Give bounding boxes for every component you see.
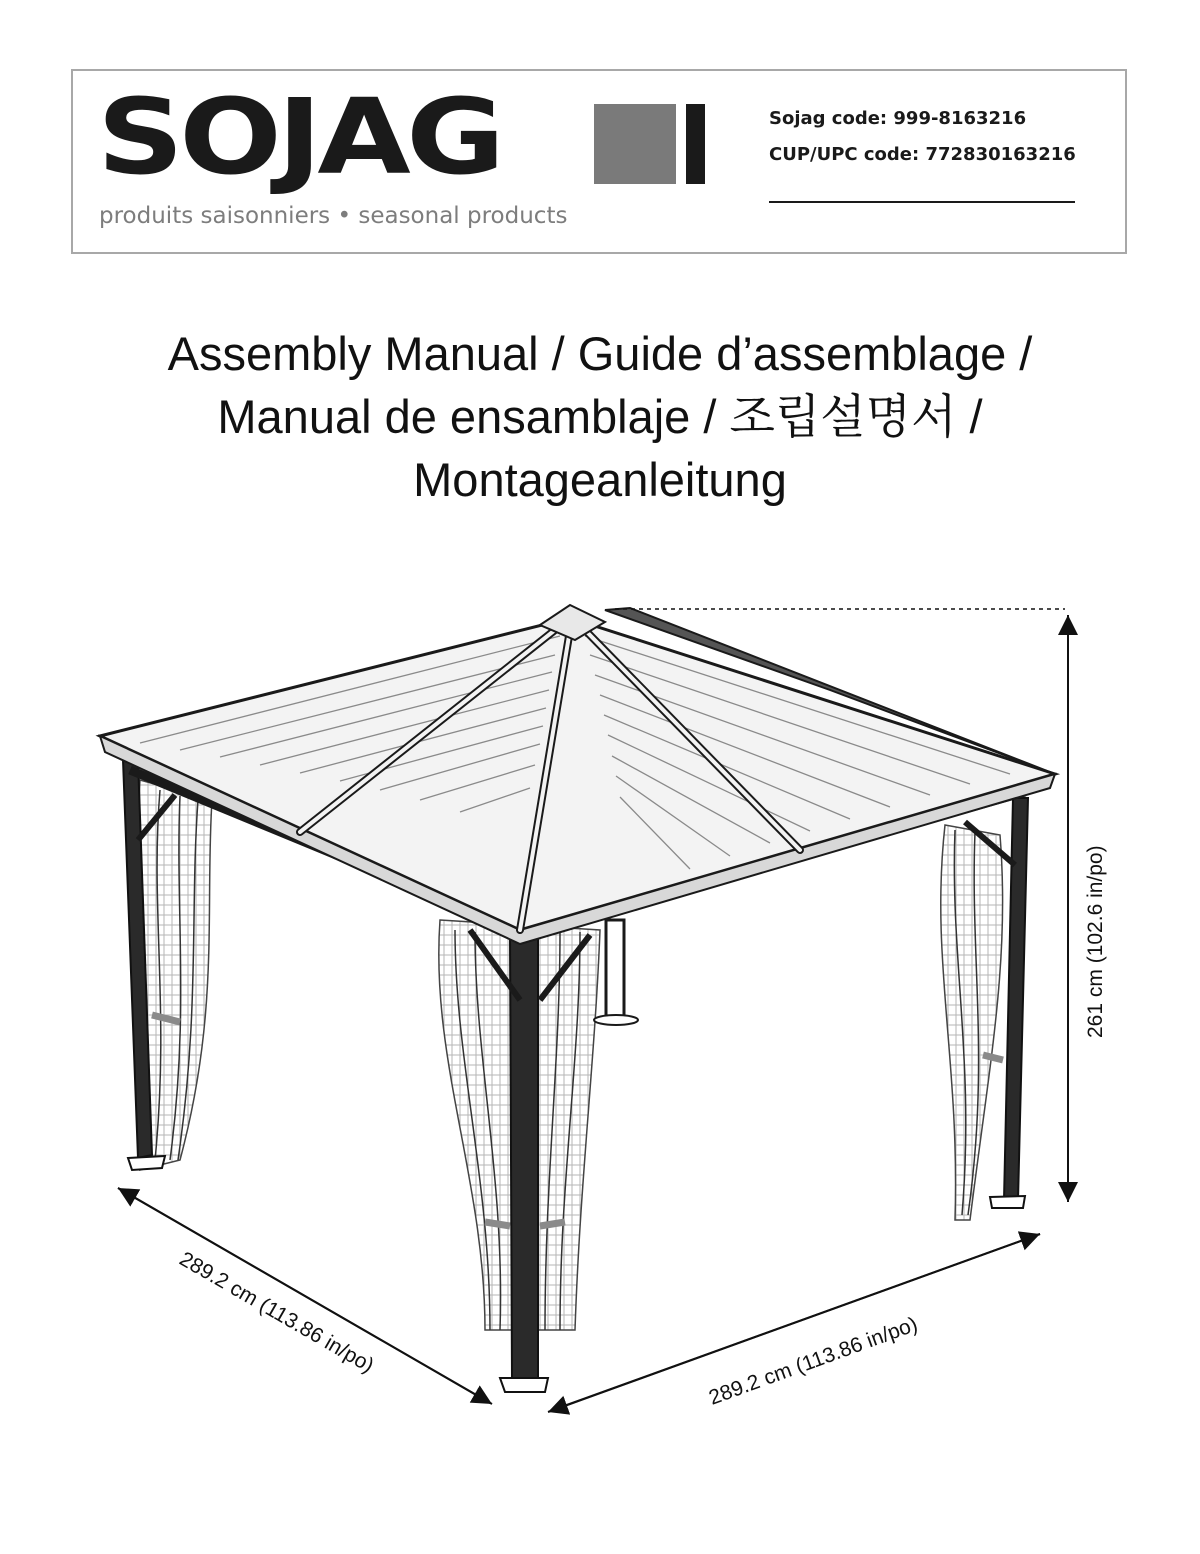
upc-code: CUP/UPC code: 772830163216	[769, 144, 1076, 165]
roof	[100, 605, 1055, 944]
left-width-dimension-label: 289.2 cm (113.86 in/po)	[175, 1247, 378, 1378]
signature-line	[769, 201, 1075, 203]
sojag-code: Sojag code: 999-8163216	[769, 108, 1027, 129]
gazebo-illustration	[0, 560, 1200, 1440]
logo-bar-mark	[686, 104, 705, 184]
header-box	[71, 69, 1127, 254]
manual-title	[0, 322, 1200, 511]
brand-tagline: produits saisonniers • seasonal products	[99, 203, 568, 229]
title-line-1: Assembly Manual / Guide d’assemblage /	[167, 327, 1033, 380]
curtain-right	[941, 825, 1003, 1220]
back-post	[606, 920, 624, 1020]
height-dimension-label: 261 cm (102.6 in/po)	[1084, 845, 1107, 1038]
product-codes	[769, 101, 1076, 173]
right-width-dimension-label: 289.2 cm (113.86 in/po)	[705, 1312, 921, 1410]
logo-square-mark	[594, 104, 676, 184]
title-line-3: Montageanleitung	[413, 453, 787, 506]
brand-logo: SOJAG	[97, 76, 501, 198]
title-line-2: Manual de ensamblaje / 조립설명서 /	[217, 390, 983, 443]
